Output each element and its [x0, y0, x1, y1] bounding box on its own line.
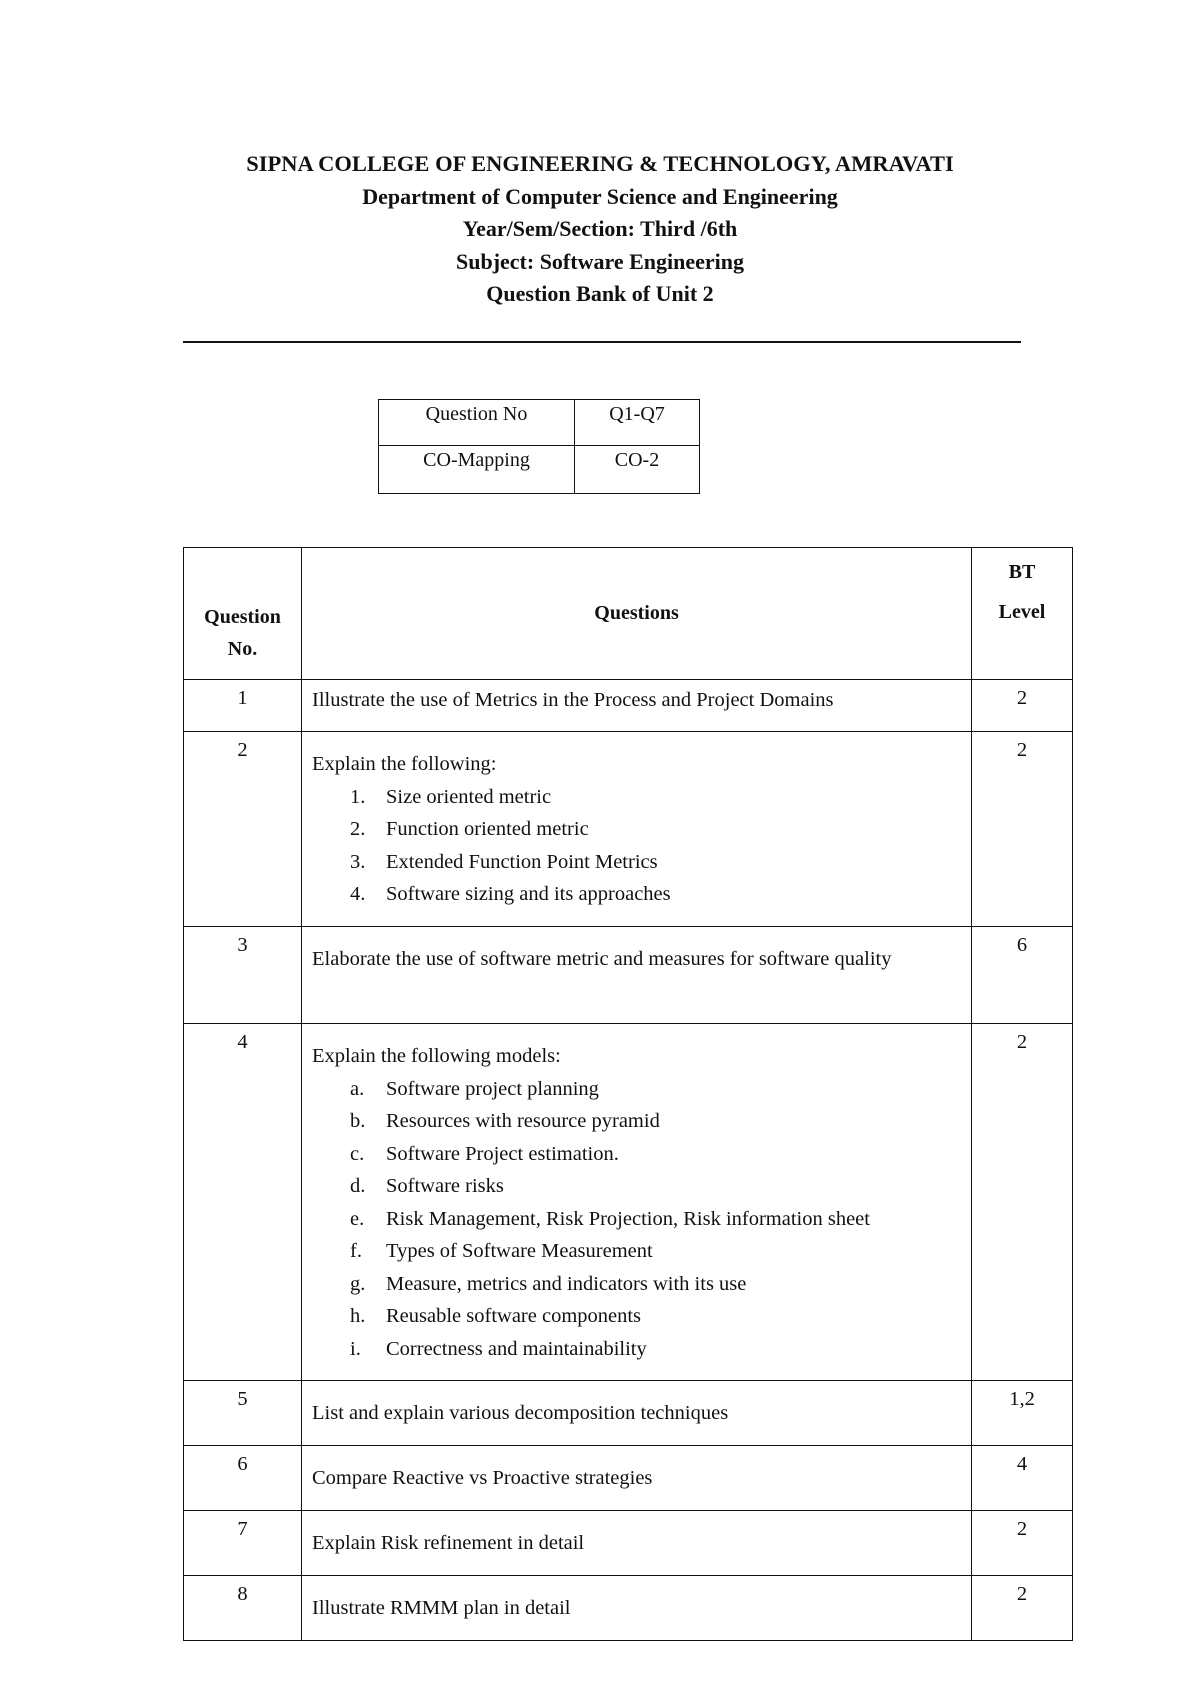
list-item-text: Software sizing and its approaches	[386, 883, 671, 905]
list-item	[350, 781, 961, 814]
department-name: Department of Computer Science and Engineering	[362, 183, 838, 209]
question-number: 8	[184, 1576, 302, 1641]
list-marker: 2.	[350, 818, 366, 840]
question-cell	[302, 1576, 972, 1641]
document-title: Question Bank of Unit 2	[486, 281, 714, 306]
sub-question-list	[312, 781, 961, 911]
co-value-cell: Q1-Q7	[575, 400, 700, 446]
question-text: Explain the following models:	[312, 1045, 561, 1067]
list-item-text: Software risks	[386, 1175, 504, 1197]
list-item-text: Function oriented metric	[386, 818, 589, 840]
list-marker: 4.	[350, 883, 366, 905]
question-cell	[302, 1511, 972, 1576]
header-bt-level	[972, 548, 1073, 680]
list-item-text: Reusable software components	[386, 1305, 642, 1327]
list-item-text: Software project planning	[386, 1077, 599, 1100]
question-number: 4	[184, 1024, 302, 1381]
question-cell	[302, 732, 972, 927]
question-number: 7	[184, 1511, 302, 1576]
list-item	[350, 813, 961, 846]
header-question-no	[184, 548, 302, 680]
table-row	[184, 1511, 1073, 1576]
co-mapping-table	[378, 399, 700, 494]
co-value-cell: CO-2	[575, 446, 700, 494]
list-item	[350, 1235, 961, 1268]
list-marker: 1.	[350, 785, 366, 808]
question-text: List and explain various decomposition techniques	[312, 1402, 729, 1424]
co-table-row	[379, 400, 700, 446]
list-item	[350, 878, 961, 911]
question-cell	[302, 1024, 972, 1381]
co-table-row	[379, 446, 700, 494]
table-row	[184, 1446, 1073, 1511]
question-number: 6	[184, 1446, 302, 1511]
question-text: Elaborate the use of software metric and measures for software quality	[312, 948, 892, 970]
bt-level: 4	[972, 1446, 1073, 1511]
list-marker: e.	[350, 1207, 365, 1230]
list-marker: a.	[350, 1077, 365, 1100]
header-question-no-line2: No.	[227, 637, 258, 660]
question-number: 3	[184, 927, 302, 1024]
document-header	[0, 148, 1200, 311]
table-header-row	[184, 548, 1073, 680]
sub-question-list	[312, 1073, 961, 1366]
list-item-text: Extended Function Point Metrics	[386, 850, 658, 873]
list-item-text: Measure, metrics and indicators with its use	[386, 1272, 747, 1295]
list-item	[350, 1138, 961, 1171]
list-marker: c.	[350, 1142, 365, 1165]
list-item-text: Correctness and maintainability	[386, 1337, 647, 1360]
question-cell	[302, 1446, 972, 1511]
list-item	[350, 1300, 961, 1333]
question-text: Illustrate the use of Metrics in the Process and Project Domains	[302, 680, 972, 732]
list-item	[350, 1333, 961, 1366]
subject-line: Subject: Software Engineering	[455, 248, 745, 274]
bt-level: 2	[972, 1024, 1073, 1381]
list-item-text: Types of Software Measurement	[386, 1240, 653, 1262]
table-row	[184, 1576, 1073, 1641]
question-text: Illustrate RMMM plan in detail	[312, 1597, 571, 1619]
list-marker: 3.	[350, 850, 366, 873]
questions-table	[183, 547, 1073, 1641]
bt-level: 1,2	[972, 1381, 1073, 1446]
co-label-cell: Question No	[379, 400, 575, 446]
header-bt-line1: BT	[1008, 561, 1036, 583]
header-questions: Questions	[302, 548, 972, 680]
list-item	[350, 1268, 961, 1301]
bt-level: 2	[972, 1576, 1073, 1641]
question-cell	[302, 927, 972, 1024]
list-item	[350, 1105, 961, 1138]
question-cell	[302, 1381, 972, 1446]
list-item-text: Risk Management, Risk Projection, Risk information sheet	[386, 1207, 870, 1230]
bt-level: 2	[972, 732, 1073, 927]
list-marker: b.	[350, 1110, 366, 1132]
question-text: Compare Reactive vs Proactive strategies	[312, 1467, 653, 1489]
list-marker: i.	[350, 1337, 361, 1360]
table-row	[184, 680, 1073, 732]
question-text: Explain the following:	[312, 753, 497, 775]
question-number: 1	[184, 680, 302, 732]
list-marker: g.	[350, 1272, 366, 1295]
list-marker: d.	[350, 1175, 366, 1197]
question-number: 5	[184, 1381, 302, 1446]
bt-level: 6	[972, 927, 1073, 1024]
list-marker: h.	[350, 1305, 366, 1327]
header-divider	[183, 341, 1021, 343]
list-item	[350, 1170, 961, 1203]
list-marker: f.	[350, 1240, 362, 1262]
question-text: Explain Risk refinement in detail	[312, 1532, 585, 1554]
table-row	[184, 927, 1073, 1024]
header-bt-line2: Level	[998, 601, 1046, 623]
table-row	[184, 1024, 1073, 1381]
year-sem-section: Year/Sem/Section: Third /6th	[462, 216, 738, 241]
bt-level: 2	[972, 680, 1073, 732]
list-item-text: Size oriented metric	[386, 785, 552, 808]
question-number: 2	[184, 732, 302, 927]
header-question-no-line1: Question	[204, 605, 281, 628]
list-item-text: Resources with resource pyramid	[386, 1110, 660, 1132]
list-item	[350, 846, 961, 879]
college-name: SIPNA COLLEGE OF ENGINEERING & TECHNOLOGY, AMRAVATI	[246, 151, 954, 176]
co-label-cell: CO-Mapping	[379, 446, 575, 494]
bt-level: 2	[972, 1511, 1073, 1576]
list-item	[350, 1203, 961, 1236]
table-row	[184, 1381, 1073, 1446]
table-row	[184, 732, 1073, 927]
list-item-text: Software Project estimation.	[386, 1142, 619, 1165]
list-item	[350, 1073, 961, 1106]
